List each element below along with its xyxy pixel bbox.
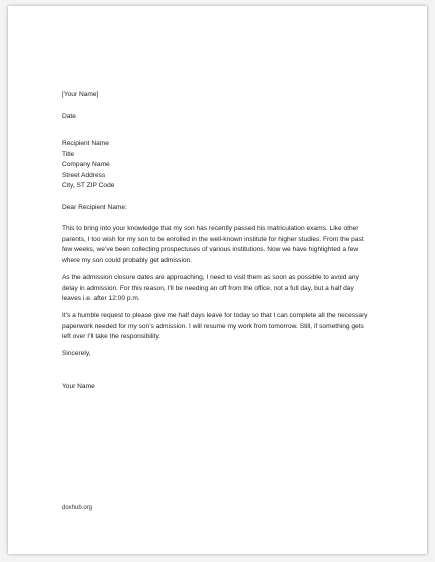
salutation [62,203,374,214]
letter-date [62,112,374,123]
sender-name-text: [Your Name] [62,91,99,98]
recipient-name: Recipient Name [62,140,109,147]
date-text: Date [62,113,76,120]
salutation-text: Dear Recipient Name: [62,204,127,211]
recipient-company: Company Name [62,161,110,169]
letter-page [8,6,427,554]
body-paragraph-3: It’s a humble request to please give me half days leave for today so that I can complete all the necessary paperwork needed for my son’s admission. I will resume my work from tomorrow. Still, if something gets left over I’ll take the responsibility. [62,312,368,341]
signature-name [62,382,374,393]
recipient-title: Title [62,150,75,158]
recipient-address [62,139,374,192]
footer-source: doxhub.org [62,505,93,511]
body-paragraph-2: As the admission closure dates are approaching, I need to visit them as soon as possible to avoid any delay in admission. For this reason, I’ll be needing an off from the office, not a full day, but a half day leaves i.e. after 12:00 p.m. [62,274,359,303]
recipient-city-state-zip: City, ST ZIP Code [62,182,115,190]
closing [62,349,374,360]
recipient-street: Street Address [62,171,106,179]
body-paragraph-1: This to bring into your knowledge that my son has recently passed his matriculation exams. Like other parents, I too wish for my son to be enrolled in the well-known institute for higher studies. From the past few weeks, we’ve been collecting prospectuses of various institutions. Now we have highlighted a few where my son could probably get admission. [62,225,364,264]
signature-name-text: Your Name [62,383,95,390]
closing-text: Sincerely, [62,350,91,357]
sender-name [62,90,374,101]
